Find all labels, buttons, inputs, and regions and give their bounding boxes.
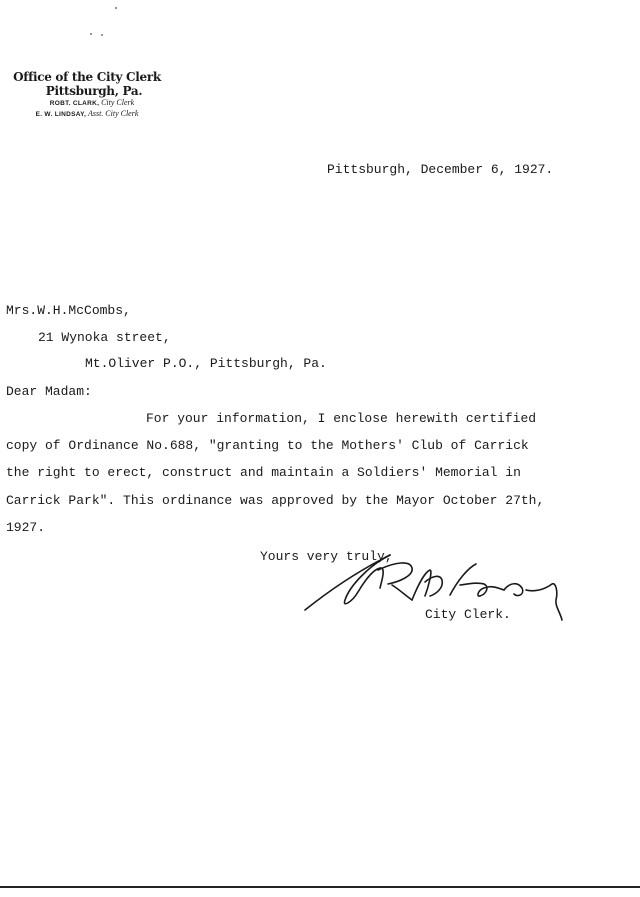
letterhead [12,70,162,120]
letterhead-city: Pittsburgh, Pa. [45,84,143,98]
asst-name: E. W. LINDSAY, [35,111,87,118]
bottom-rule [0,886,640,888]
asst-title: Asst. City Clerk [87,109,139,118]
body-line: Carrick Park". This ordinance was approved by the Mayor October 27th, [6,493,545,508]
letterhead-office: Office of the City Clerk [13,70,161,84]
closing: Yours very truly, [260,549,393,564]
date-line: Pittsburgh, December 6, 1927. [327,162,554,177]
addressee-city: Mt.Oliver P.O., Pittsburgh, Pa. [85,356,327,371]
body-line: copy of Ordinance No.688, "granting to the Mothers' Club of Carrick [6,438,529,453]
letterhead-clerk [22,98,162,109]
body-line: the right to erect, construct and maintain a Soldiers' Memorial in [6,465,521,480]
addressee-street: 21 Wynoka street, [38,330,171,345]
signature-title: City Clerk. [425,607,511,622]
addressee-name: Mrs.W.H.McCombs, [6,303,131,318]
body-line: 1927. [6,520,46,535]
body-line: For your information, I enclose herewith certified [146,411,537,426]
letterhead-asst [12,109,162,120]
clerk-title: City Clerk [101,98,135,107]
clerk-name: ROBT. CLARK, [49,100,100,107]
handwritten-signature [300,540,580,640]
salutation: Dear Madam: [6,384,92,399]
